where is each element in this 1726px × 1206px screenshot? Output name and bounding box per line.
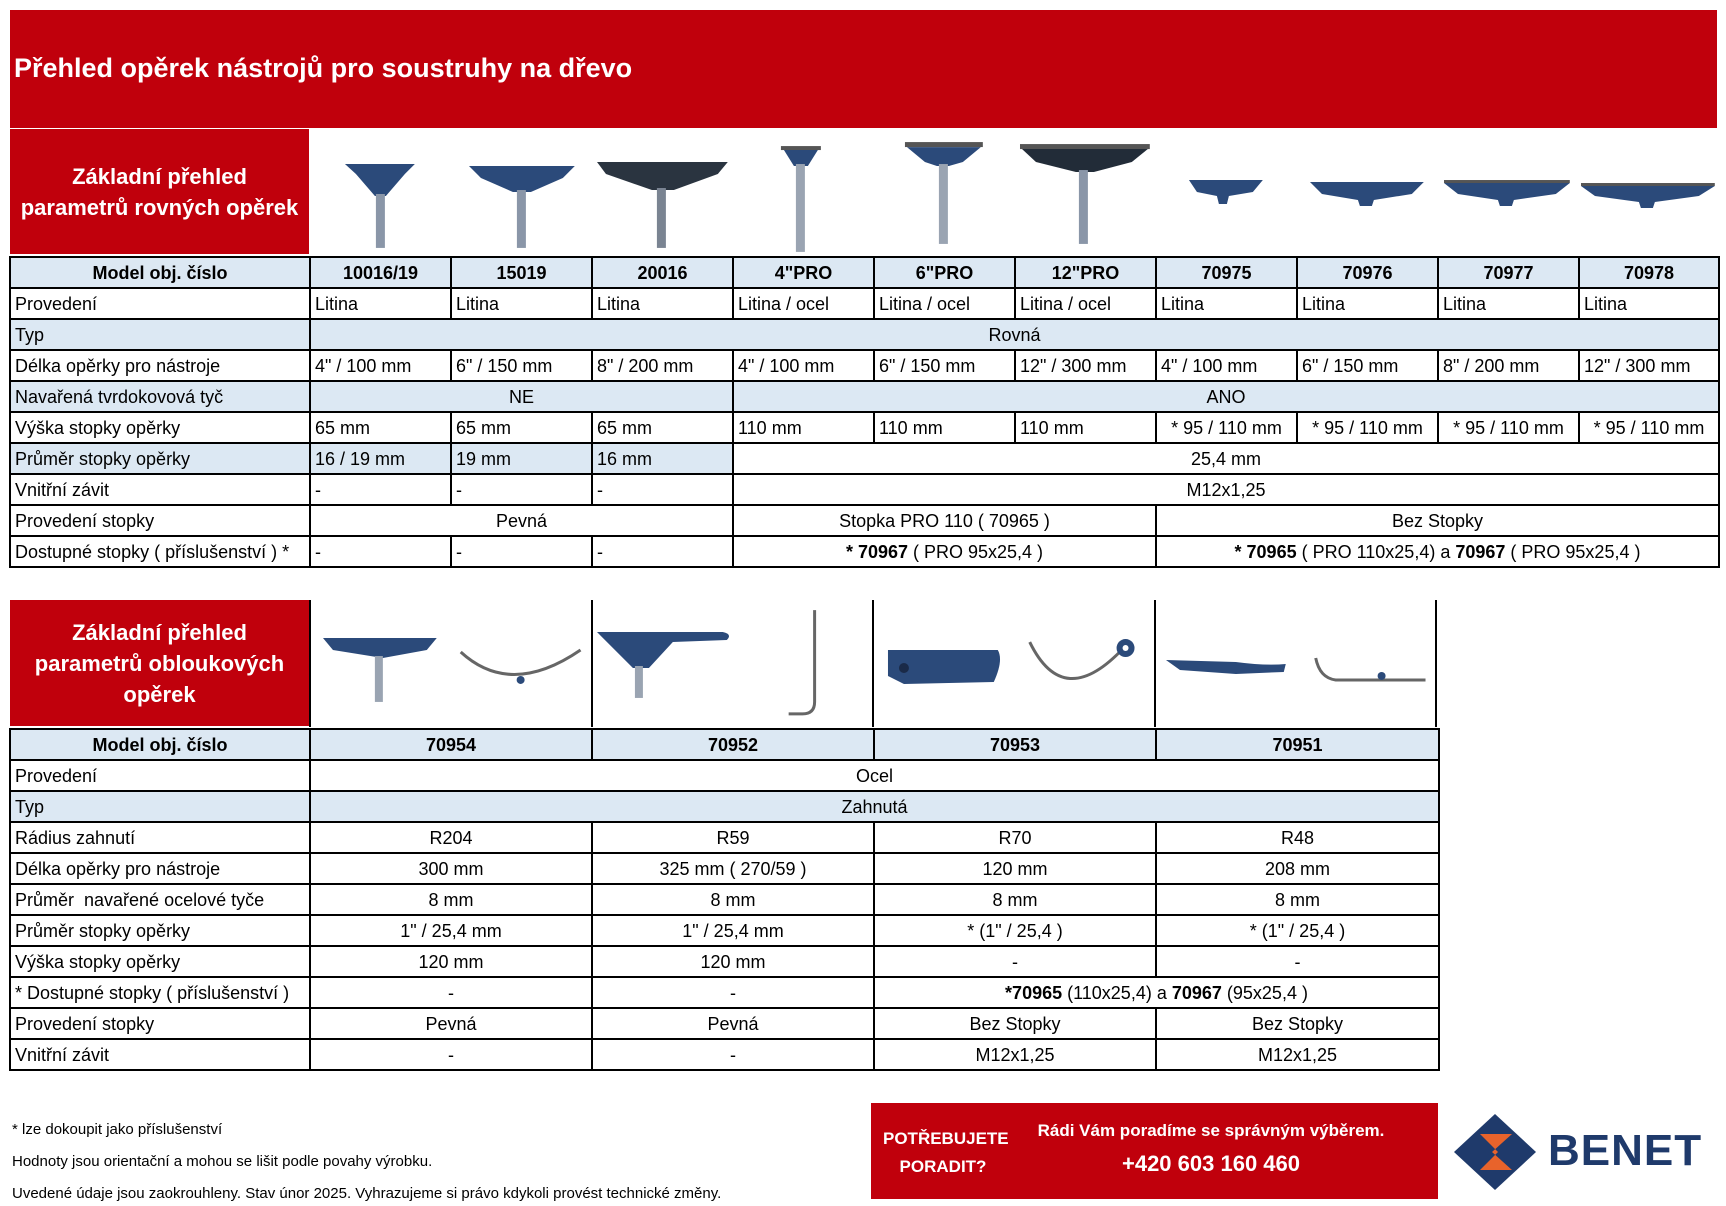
cell-merged: Ocel — [310, 760, 1439, 791]
cell: Bez Stopky — [1156, 1008, 1439, 1039]
straight-heading-text: Základní přehled parametrů rovných opěrek — [20, 163, 299, 220]
model-70975: 70975 — [1156, 257, 1297, 288]
cell: 4" / 100 mm — [733, 350, 874, 381]
cell: R70 — [874, 822, 1156, 853]
straight-row-provedeni — [10, 288, 1719, 319]
row-label: Výška stopky opěrky — [10, 412, 310, 443]
straight-row-navarena — [10, 381, 1719, 412]
row-label: Provedení stopky — [10, 1008, 310, 1039]
cell: - — [310, 536, 451, 567]
cell-merged — [874, 977, 1439, 1008]
cell: 300 mm — [310, 853, 592, 884]
cell: 110 mm — [874, 412, 1015, 443]
cell: Litina — [1579, 288, 1719, 319]
cell: 8 mm — [874, 884, 1156, 915]
cell: 1" / 25,4 mm — [310, 915, 592, 946]
cell: - — [1156, 946, 1439, 977]
tool-image-70953 — [874, 600, 1156, 727]
row-label: Dostupné stopky ( příslušenství ) * — [10, 536, 310, 567]
curved-heading-text: Základní přehled parametrů obloukových opěrek — [34, 619, 285, 707]
cell: M12x1,25 — [874, 1039, 1156, 1070]
row-label: Výška stopky opěrky — [10, 946, 310, 977]
cell-merged: Bez Stopky — [1156, 505, 1719, 536]
code-70967: 70967 — [1455, 542, 1506, 562]
row-label: Provedení — [10, 760, 310, 791]
straight-row-prumer — [10, 443, 1719, 474]
straight-table — [9, 256, 1720, 568]
cell: 16 / 19 mm — [310, 443, 451, 474]
tool-image-70951 — [1156, 600, 1438, 727]
cell: 208 mm — [1156, 853, 1439, 884]
text: ( PRO 95x25,4 ) — [1505, 542, 1641, 562]
model-70978: 70978 — [1579, 257, 1719, 288]
cell: R59 — [592, 822, 874, 853]
cell-merged: Stopka PRO 110 ( 70965 ) — [733, 505, 1156, 536]
code-70967: * 70967 — [845, 542, 908, 562]
code-70967: 70967 — [1171, 983, 1222, 1003]
cell: 120 mm — [310, 946, 592, 977]
curved-row-typ — [10, 791, 1439, 822]
curved-section-heading — [10, 600, 309, 726]
row-label: Délka opěrky pro nástroje — [10, 350, 310, 381]
straight-row-vyska — [10, 412, 1719, 443]
logo-text: BENET — [1548, 1126, 1703, 1175]
cta-question-1: POTŘEBUJETE — [883, 1129, 1009, 1148]
cell: 1" / 25,4 mm — [592, 915, 874, 946]
cell-merged — [733, 536, 1156, 567]
cta-question-2: PORADIT? — [899, 1157, 987, 1176]
title-banner — [10, 10, 1717, 128]
cell: 120 mm — [874, 853, 1156, 884]
model-4pro: 4"PRO — [733, 257, 874, 288]
curved-row-zavit — [10, 1039, 1439, 1070]
curved-row-stopka — [10, 1008, 1439, 1039]
cell: - — [592, 1039, 874, 1070]
curved-images-row — [309, 600, 1437, 727]
curved-row-delka — [10, 853, 1439, 884]
cell: Litina — [1297, 288, 1438, 319]
row-label: Provedení stopky — [10, 505, 310, 536]
cell: 325 mm ( 270/59 ) — [592, 853, 874, 884]
cell: R204 — [310, 822, 592, 853]
cell: * 95 / 110 mm — [1297, 412, 1438, 443]
note-3: Uvedené údaje jsou zaokrouhleny. Stav únor 2025. Vyhrazujeme si právo kdykoli provést technické změny. — [12, 1185, 722, 1202]
row-label: * Dostupné stopky ( příslušenství ) — [10, 977, 310, 1008]
tool-image-70977 — [1436, 130, 1577, 254]
cell: Pevná — [310, 1008, 592, 1039]
tool-image-70954 — [311, 600, 593, 727]
code-70965: * 70965 — [1234, 542, 1297, 562]
model-70951: 70951 — [1156, 729, 1439, 760]
cell: - — [592, 977, 874, 1008]
cell-merged: Pevná — [310, 505, 733, 536]
page-title: Přehled opěrek nástrojů pro soustruhy na dřevo — [14, 53, 633, 83]
tool-image-70952 — [593, 600, 875, 727]
cell: 65 mm — [592, 412, 733, 443]
cell: - — [592, 536, 733, 567]
straight-section-heading — [10, 129, 309, 254]
curved-row-vyska — [10, 946, 1439, 977]
cell-merged — [1156, 536, 1719, 567]
cell: - — [310, 1039, 592, 1070]
text: ( PRO 110x25,4) a — [1296, 542, 1456, 562]
cell: R48 — [1156, 822, 1439, 853]
cell: 8 mm — [1156, 884, 1439, 915]
cell: 110 mm — [1015, 412, 1156, 443]
model-70954: 70954 — [310, 729, 592, 760]
benet-logo — [1452, 1112, 1712, 1192]
cell: 110 mm — [733, 412, 874, 443]
cell: M12x1,25 — [1156, 1039, 1439, 1070]
cell: 8 mm — [310, 884, 592, 915]
tool-image-10016-19 — [310, 130, 451, 254]
cell: 6" / 150 mm — [874, 350, 1015, 381]
curved-row-prumer — [10, 915, 1439, 946]
tool-image-6pro — [873, 130, 1014, 254]
cell: 4" / 100 mm — [1156, 350, 1297, 381]
row-label: Typ — [10, 791, 310, 822]
tool-image-20016 — [592, 130, 733, 254]
cell: - — [310, 977, 592, 1008]
tool-image-70975 — [1155, 130, 1296, 254]
model-15019: 15019 — [451, 257, 592, 288]
footnotes — [12, 1114, 721, 1206]
cell: Litina / ocel — [874, 288, 1015, 319]
cell: 8" / 200 mm — [592, 350, 733, 381]
row-label: Navařená tvrdokovová tyč — [10, 381, 310, 412]
model-20016: 20016 — [592, 257, 733, 288]
row-label: Vnitřní závit — [10, 474, 310, 505]
cell: 12" / 300 mm — [1579, 350, 1719, 381]
cell: Litina — [451, 288, 592, 319]
cell: 12" / 300 mm — [1015, 350, 1156, 381]
cell: * (1" / 25,4 ) — [1156, 915, 1439, 946]
model-6pro: 6"PRO — [874, 257, 1015, 288]
cell-merged: M12x1,25 — [733, 474, 1719, 505]
cta-message: Rádi Vám poradíme se správným výběrem. — [1037, 1121, 1385, 1140]
model-70952: 70952 — [592, 729, 874, 760]
cell: - — [451, 536, 592, 567]
note-1: * lze dokoupit jako příslušenství — [12, 1121, 223, 1138]
cell: 4" / 100 mm — [310, 350, 451, 381]
cell: Litina / ocel — [1015, 288, 1156, 319]
cta-phone[interactable]: +420 603 160 460 — [1121, 1151, 1300, 1176]
curved-row-radius — [10, 822, 1439, 853]
cell-merged: ANO — [733, 381, 1719, 412]
curved-table — [9, 728, 1440, 1071]
cell: * 95 / 110 mm — [1156, 412, 1297, 443]
cell: Litina / ocel — [733, 288, 874, 319]
model-12pro: 12"PRO — [1015, 257, 1156, 288]
cell: 65 mm — [451, 412, 592, 443]
model-70953: 70953 — [874, 729, 1156, 760]
straight-row-dostupne — [10, 536, 1719, 567]
text: (110x25,4) a — [1062, 983, 1172, 1003]
cell: 65 mm — [310, 412, 451, 443]
cell: 19 mm — [451, 443, 592, 474]
row-label: Průměr stopky opěrky — [10, 915, 310, 946]
benet-logo-icon — [1452, 1112, 1538, 1192]
straight-row-zavit — [10, 474, 1719, 505]
text: ( PRO 95x25,4 ) — [908, 542, 1044, 562]
model-70977: 70977 — [1438, 257, 1579, 288]
cell-merged: 25,4 mm — [733, 443, 1719, 474]
cell: Litina — [1438, 288, 1579, 319]
tool-image-70976 — [1296, 130, 1437, 254]
cell: * (1" / 25,4 ) — [874, 915, 1156, 946]
cell: Pevná — [592, 1008, 874, 1039]
note-2: Hodnoty jsou orientační a mohou se lišit podle povahy výrobku. — [12, 1153, 433, 1170]
straight-row-typ — [10, 319, 1719, 350]
cell: Litina — [592, 288, 733, 319]
curved-row-tyc — [10, 884, 1439, 915]
code-70965: *70965 — [1005, 983, 1063, 1003]
cell: 8 mm — [592, 884, 874, 915]
model-70976: 70976 — [1297, 257, 1438, 288]
cta-question — [883, 1125, 1009, 1181]
tool-image-70978 — [1577, 130, 1718, 254]
row-label: Provedení — [10, 288, 310, 319]
tool-image-12pro — [1014, 130, 1155, 254]
curved-model-row — [10, 729, 1439, 760]
straight-model-row — [10, 257, 1719, 288]
row-label: Typ — [10, 319, 310, 350]
contact-banner — [871, 1103, 1438, 1199]
cell-merged: Rovná — [310, 319, 1719, 350]
row-label: Vnitřní závit — [10, 1039, 310, 1070]
cell: Litina — [310, 288, 451, 319]
cell: * 95 / 110 mm — [1579, 412, 1719, 443]
cell: - — [451, 474, 592, 505]
straight-model-label: Model obj. číslo — [10, 257, 310, 288]
straight-images-row — [310, 130, 1718, 254]
cell: 16 mm — [592, 443, 733, 474]
curved-row-provedeni — [10, 760, 1439, 791]
curved-model-label: Model obj. číslo — [10, 729, 310, 760]
curved-row-dostupne — [10, 977, 1439, 1008]
cell-merged: NE — [310, 381, 733, 412]
model-10016-19: 10016/19 — [310, 257, 451, 288]
cell: Litina — [1156, 288, 1297, 319]
straight-row-stopka — [10, 505, 1719, 536]
cell: 6" / 150 mm — [451, 350, 592, 381]
tool-image-15019 — [451, 130, 592, 254]
cell: - — [310, 474, 451, 505]
cell: Bez Stopky — [874, 1008, 1156, 1039]
cell: 120 mm — [592, 946, 874, 977]
text: (95x25,4 ) — [1221, 983, 1308, 1003]
cell: 6" / 150 mm — [1297, 350, 1438, 381]
straight-row-delka — [10, 350, 1719, 381]
tool-image-4pro — [732, 130, 873, 254]
cell: * 95 / 110 mm — [1438, 412, 1579, 443]
row-label: Rádius zahnutí — [10, 822, 310, 853]
row-label: Průměr navařené ocelové tyče — [10, 884, 310, 915]
row-label: Průměr stopky opěrky — [10, 443, 310, 474]
row-label: Délka opěrky pro nástroje — [10, 853, 310, 884]
cell-merged: Zahnutá — [310, 791, 1439, 822]
cell: - — [874, 946, 1156, 977]
cell: 8" / 200 mm — [1438, 350, 1579, 381]
cell: - — [592, 474, 733, 505]
